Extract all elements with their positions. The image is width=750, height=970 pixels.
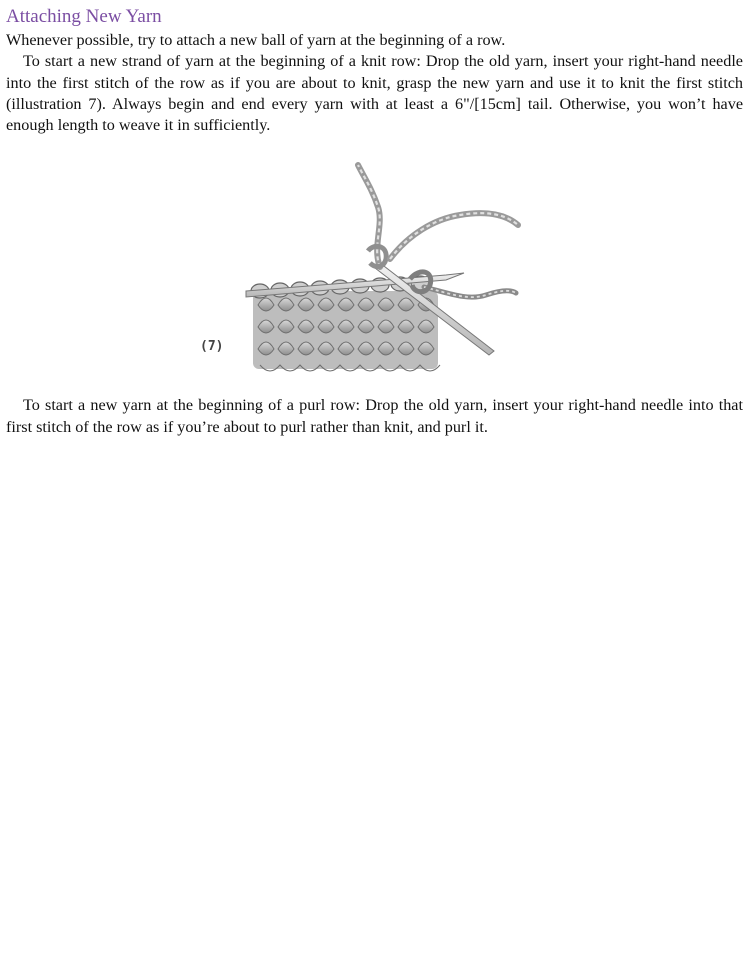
- figure-label: (7): [200, 339, 224, 355]
- purl-row-paragraph: To start a new yarn at the beginning of a purl row: Drop the old yarn, insert your right-hand needle into that first stitch of the row as if you’re about to purl rather than knit, and purl it.: [6, 396, 743, 436]
- illustration-7: [198, 155, 550, 395]
- section-heading: Attaching New Yarn: [6, 6, 162, 27]
- intro-paragraph: Whenever possible, try to attach a new ball of yarn at the beginning of a row.: [6, 31, 506, 49]
- document-page: [6, 4, 743, 438]
- knit-row-paragraph: To start a new strand of yarn at the beginning of a knit row: Drop the old yarn, insert your right-hand needle into the first stitch of the row as if you are about to knit, grasp the new yarn and use it to knit the first stitch (illustration 7). Always begin and end every yarn with at least a 6"/[15cm] tail. Otherwise, you won’t have enough length to weave it in sufficiently.: [6, 52, 743, 135]
- knitting-illustration-icon: [198, 155, 550, 395]
